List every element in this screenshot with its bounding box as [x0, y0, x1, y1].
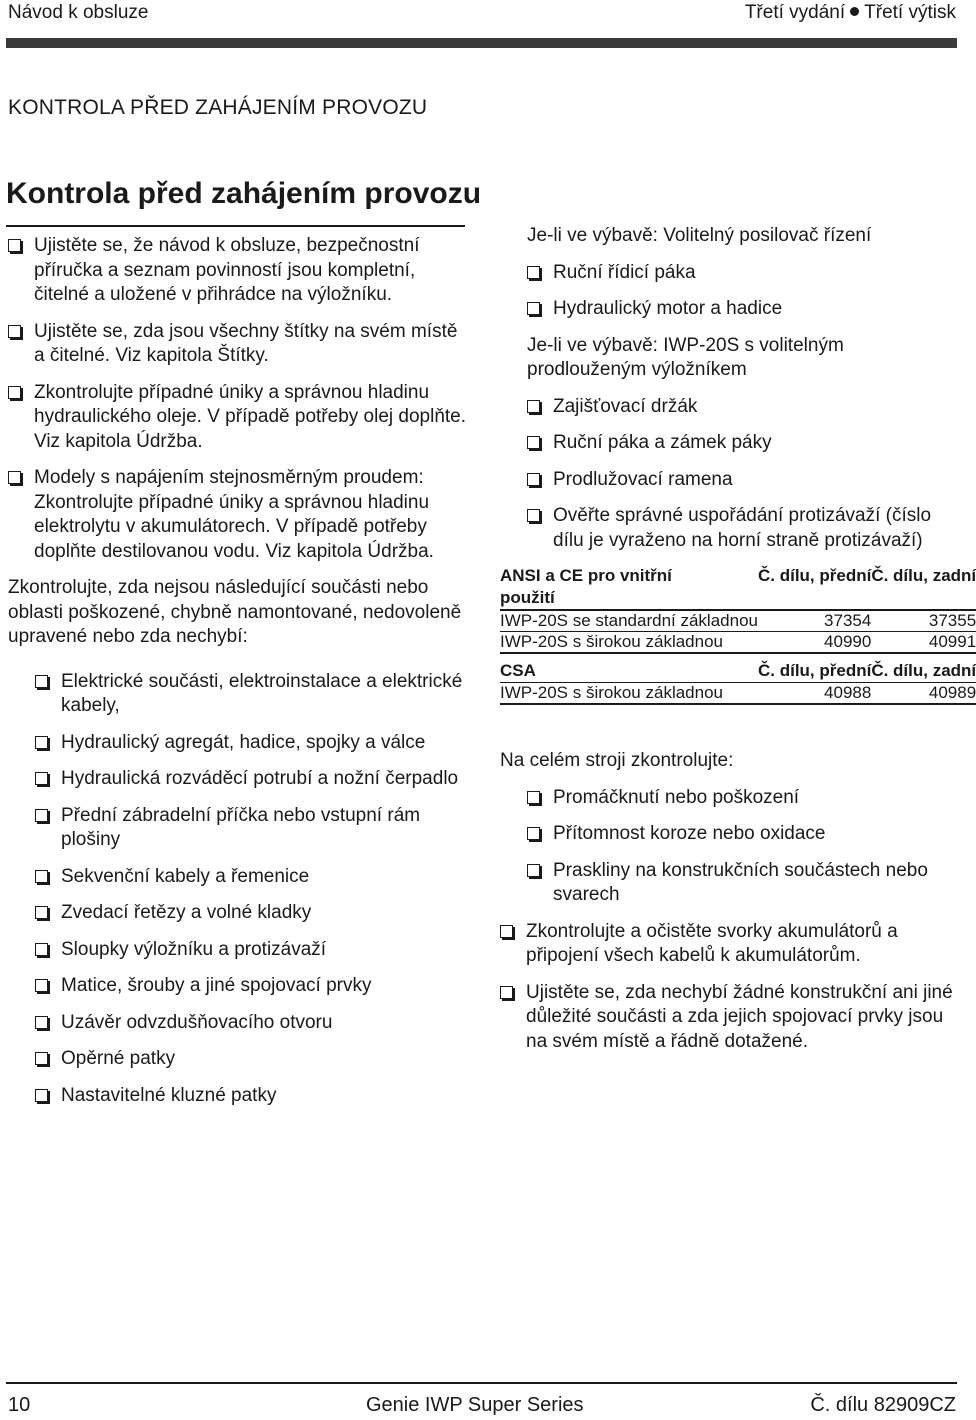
optional-boom-list	[527, 395, 958, 554]
item-text: Zkontrolujte a očistěte svorky akumulátorů a připojení všech kabelů k akumulátorům.	[526, 920, 898, 966]
component-text: Matice, šrouby a jiné spojovací prvky	[61, 975, 372, 996]
table-row	[500, 632, 976, 652]
checkbox-icon	[8, 386, 21, 399]
table-row	[500, 683, 976, 703]
checkbox-icon	[35, 736, 48, 749]
check-text: Ujistěte se, zda jsou všechny štítky na svém místě a čitelné. Viz kapitola Štítky.	[34, 320, 458, 366]
check-text: Zkontrolujte případné úniky a správnou hladinu hydraulického oleje. V případě potřeby olej doplňte. Viz kapitola Údržba.	[34, 381, 467, 452]
checkbox-icon	[8, 239, 21, 252]
checkbox-icon	[35, 809, 48, 822]
component-text: Zvedací řetězy a volné kladky	[61, 902, 312, 923]
whole-machine-intro: Na celém stroji zkontrolujte:	[500, 750, 734, 771]
table-header-cell: Č. dílu, přední	[757, 566, 872, 585]
component-text: Uzávěr odvzdušňovacího otvoru	[61, 1011, 333, 1033]
whole-machine-list	[527, 786, 958, 908]
component-text: Přední zábradelní příčka nebo vstupní rám plošiny	[61, 804, 421, 850]
checkbox-icon	[527, 791, 540, 804]
checkbox-icon	[527, 473, 540, 486]
optional-boom-intro: Je-li ve výbavě: IWP-20S s volitelným prodlouženým výložníkem	[527, 334, 844, 380]
final-check-list	[500, 920, 958, 1055]
list-item	[35, 974, 468, 999]
list-item	[35, 938, 468, 963]
list-item	[35, 1047, 468, 1072]
list-item	[8, 466, 468, 564]
table-cell: 37354	[824, 611, 872, 630]
checkbox-icon	[527, 436, 540, 449]
check-text: Ujistěte se, že návod k obsluze, bezpečnostní příručka a seznam povinností jsou kompletní, čitelné a uložené v přihrádce na výložníku.	[34, 235, 420, 305]
bullet-dot-icon	[850, 7, 859, 16]
right-column	[500, 224, 976, 1066]
title-divider	[6, 225, 465, 227]
list-item	[527, 504, 958, 553]
checkbox-icon	[35, 675, 48, 688]
table-cell: IWP-20S s širokou základnou	[500, 683, 723, 702]
table-header-cell: Č. dílu, zadní	[871, 661, 976, 680]
table-rule	[500, 703, 976, 705]
components-paragraph: Zkontrolujte, zda nejsou následující součásti nebo oblasti poškozené, chybně namontované, nedovoleně upravené nebo zda nechybí:	[8, 577, 462, 647]
component-check-list	[35, 670, 468, 1109]
table-header-cell: Č. dílu, zadní	[871, 566, 976, 585]
list-item	[35, 804, 468, 853]
primary-check-list	[8, 234, 468, 564]
checkbox-icon	[35, 1089, 48, 1102]
item-text: Ověřte správné uspořádání protizávaží (číslo dílu je vyraženo na horní straně protizávaží)	[553, 505, 932, 551]
list-item	[527, 395, 958, 420]
optional-steering-list	[527, 261, 958, 322]
list-item	[35, 731, 468, 756]
page-title: Kontrola před zahájením provozu	[6, 177, 482, 210]
item-text: Ruční páka a zámek páky	[553, 432, 772, 453]
list-item	[527, 786, 958, 811]
list-item	[35, 865, 468, 890]
table-cell: 40989	[928, 683, 976, 702]
table-cell: 40988	[824, 683, 872, 702]
checkbox-icon	[500, 925, 513, 938]
list-item	[527, 859, 958, 908]
list-item	[500, 920, 958, 969]
header-bar	[6, 38, 957, 48]
list-item	[35, 901, 468, 926]
footer-series: Genie IWP Super Series	[366, 1394, 584, 1416]
list-item	[500, 981, 958, 1055]
checkbox-icon	[527, 509, 540, 522]
list-item	[527, 261, 958, 286]
component-text: Elektrické součásti, elektroinstalace a elektrické kabely,	[61, 670, 463, 716]
checkbox-icon	[35, 1052, 48, 1065]
optional-steering-intro: Je-li ve výbavě: Volitelný posilovač řízení	[527, 225, 872, 246]
table-header-cell: ANSI a CE pro vnitřní použití	[500, 566, 672, 607]
item-text: Promáčknutí nebo poškození	[553, 786, 800, 808]
checkbox-icon	[35, 1016, 48, 1029]
item-text: Zajišťovací držák	[553, 395, 698, 417]
list-item	[8, 381, 468, 455]
section-label: KONTROLA PŘED ZAHÁJENÍM PROVOZU	[8, 96, 428, 119]
checkbox-icon	[500, 986, 513, 999]
item-text: Ujistěte se, zda nechybí žádné konstrukční ani jiné důležité součásti a zda jejich spojovací prvky jsou na svém místě a řádně dotažené.	[526, 981, 953, 1052]
list-item	[527, 431, 958, 456]
list-item	[8, 234, 468, 308]
table-header-cell: CSA	[500, 661, 536, 680]
header-manual-title: Návod k obsluze	[8, 2, 149, 23]
item-text: Praskliny na konstrukčních součástech nebo svarech	[553, 859, 928, 905]
checkbox-icon	[527, 827, 540, 840]
footer-part-number: Č. dílu 82909CZ	[810, 1394, 956, 1416]
list-item	[35, 1011, 468, 1036]
table-cell: IWP-20S se standardní základnou	[500, 611, 758, 630]
list-item	[527, 822, 958, 847]
component-text: Hydraulický agregát, hadice, spojky a válce	[61, 731, 426, 753]
checkbox-icon	[527, 864, 540, 877]
table-cell: IWP-20S s širokou základnou	[500, 632, 723, 651]
footer-divider	[6, 1382, 957, 1384]
item-text: Přítomnost koroze nebo oxidace	[553, 823, 826, 844]
item-text: Prodlužovací ramena	[553, 468, 733, 490]
list-item	[527, 297, 958, 322]
check-text: Modely s napájením stejnosměrným proudem: Zkontrolujte případné úniky a správnou hladinu elektrolytu v akumulátorech. V případě potřeby doplňte destilovanou vodu. Viz kapitola Údržba.	[34, 467, 434, 562]
table-row	[500, 611, 976, 631]
table-cell: 37355	[928, 611, 976, 630]
checkbox-icon	[527, 266, 540, 279]
header-edition-part2: Třetí výtisk	[864, 2, 956, 23]
checkbox-icon	[8, 471, 21, 484]
table-cell: 40990	[824, 632, 872, 651]
list-item	[527, 468, 958, 493]
list-item	[35, 670, 468, 719]
checkbox-icon	[35, 943, 48, 956]
page-number: 10	[8, 1394, 31, 1416]
header-edition-part1: Třetí vydání	[744, 2, 846, 23]
counterweight-parts-table	[500, 565, 976, 705]
checkbox-icon	[527, 302, 540, 315]
checkbox-icon	[35, 870, 48, 883]
checkbox-icon	[35, 979, 48, 992]
header-edition	[745, 2, 956, 24]
checkbox-icon	[527, 400, 540, 413]
list-item	[35, 767, 468, 792]
list-item	[8, 320, 468, 369]
component-text: Hydraulická rozváděcí potrubí a nožní čerpadlo	[61, 768, 459, 789]
component-text: Opěrné patky	[61, 1048, 176, 1069]
table-cell: 40991	[928, 632, 976, 651]
component-text: Nastavitelné kluzné patky	[61, 1084, 277, 1106]
component-text: Sloupky výložníku a protizávaží	[61, 938, 327, 960]
table-header-csa	[500, 654, 976, 682]
table-header-cell: Č. dílu, přední	[757, 661, 872, 680]
checkbox-icon	[8, 325, 21, 338]
item-text: Ruční řídicí páka	[553, 261, 696, 283]
item-text: Hydraulický motor a hadice	[553, 298, 783, 319]
checkbox-icon	[35, 772, 48, 785]
component-text: Sekvenční kabely a řemenice	[61, 865, 310, 887]
list-item	[35, 1084, 468, 1109]
checkbox-icon	[35, 906, 48, 919]
table-header-ansi	[500, 565, 976, 609]
left-column	[8, 234, 468, 1120]
